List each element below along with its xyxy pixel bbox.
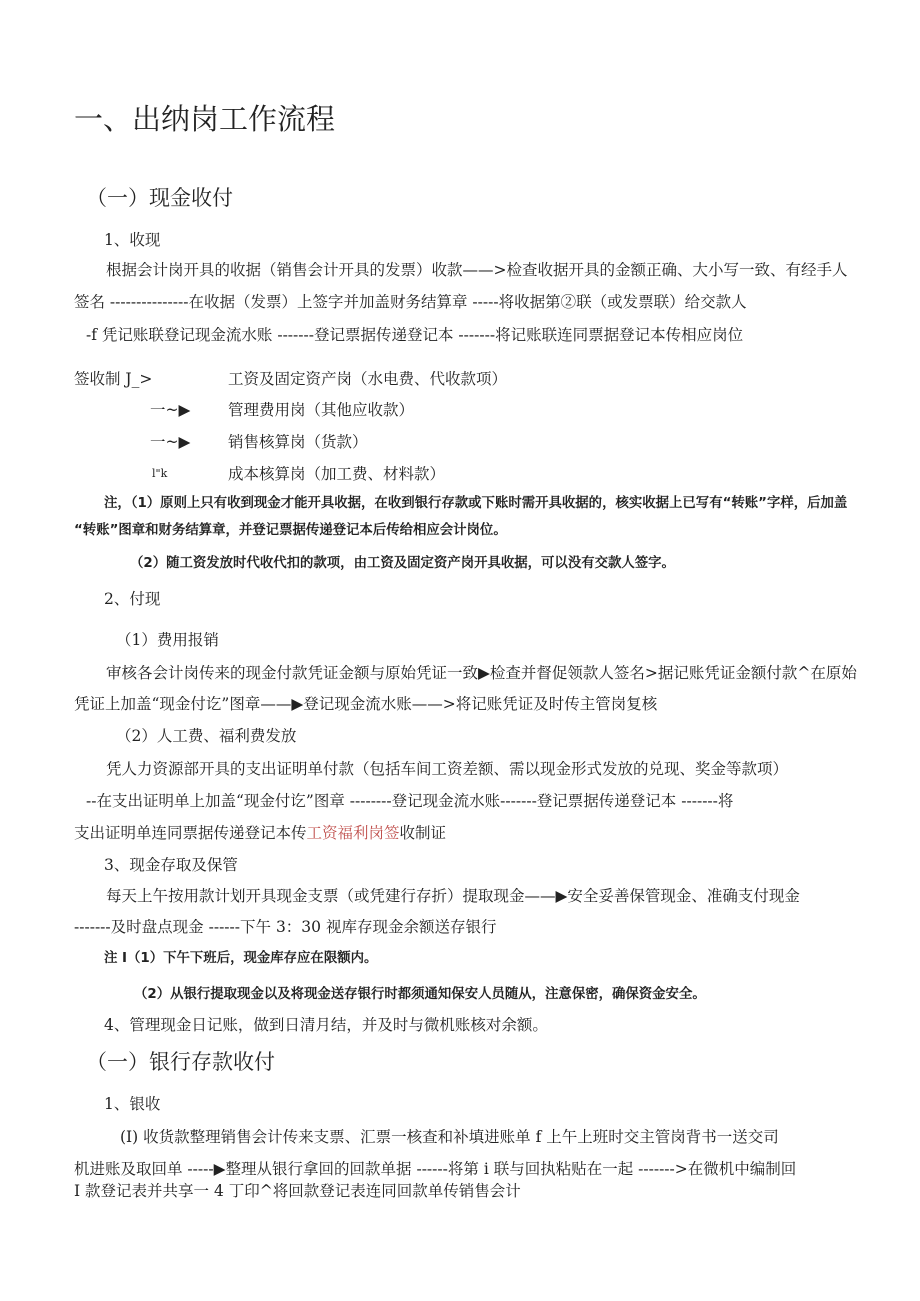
paragraph-line: 机进账及取回单 -----▶整理从银行拿回的回款单据 ------将第 i 联与回执粘贴在一起 ------->在微机中编制回 [74, 1160, 797, 1178]
subheading: （1）费用报销 [116, 631, 219, 649]
note: 注，（1）原则上只有收到现金才能开具收据，在收到银行存款或下账时需开具收据的，核实收据上已写有“转账”字样，后加盖 [104, 496, 848, 511]
heading-cash-storage: 3、现金存取及保管 [104, 856, 238, 874]
note: （2）从银行提取现金以及将现金送存银行时都须通知保安人员随从，注意保密，确保资金安全。 [134, 987, 706, 1002]
page-title: 一、出纳岗工作流程 [74, 102, 336, 136]
paragraph-line: -f 凭记账联登记现金流水账 -------登记票据传递登记本 -------将记账联连同票据登记本传相应岗位 [86, 326, 744, 344]
note: “转账”图章和财务结算章，并登记票据传递登记本后传给相应会计岗位。 [74, 523, 507, 538]
section-heading-bank: （一）银行存款收付 [86, 1050, 275, 1074]
note: 注 I（1）下午下班后，现金库存应在限额内。 [104, 951, 378, 966]
paragraph-line: 凭证上加盖“现金付讫”图章——▶登记现金流水账——>将记账凭证及时传主管岗复核 [74, 695, 658, 713]
section-heading-cash: （一）现金收付 [86, 186, 233, 210]
heading-receive-cash: 1、收现 [104, 231, 161, 249]
flow-target: 管理费用岗（其他应收款） [228, 401, 415, 419]
flow-arrow-icon: 一~▶ [150, 433, 191, 451]
flow-label: 签收制 J_> [74, 370, 153, 388]
flow-target: 成本核算岗（加工费、材料款） [228, 465, 446, 483]
highlighted-text: 工资福利岗签 [306, 824, 400, 842]
text-segment: 支出证明单连同票据传递登记本传 [74, 824, 307, 842]
paragraph-line: --在支出证明单上加盖“现金付讫”图章 --------登记现金流水账-------登记票据传递登记本 -------将 [86, 792, 734, 810]
paragraph-line [74, 823, 446, 843]
flow-target: 工资及固定资产岗（水电费、代收款项） [228, 370, 508, 388]
flow-arrow-icon: l"k [152, 467, 168, 480]
paragraph-line: I 款登记表并共享一 4 丁印^将回款登记表连同回款单传销售会计 [74, 1182, 521, 1200]
subheading: （2）人工费、福利费发放 [116, 727, 297, 745]
paragraph-line: -------及时盘点现金 ------下午 3：30 视库存现金余额送存银行 [74, 918, 497, 936]
paragraph-line: 凭人力资源部开具的支出证明单付款（包括车间工资差额、需以现金形式发放的兑现、奖金等款项） [106, 760, 789, 778]
heading-cash-journal: 4、管理现金日记账，做到日清月结，并及时与微机账核对余额。 [104, 1016, 548, 1034]
note: （2）随工资发放时代收代扣的款项，由工资及固定资产岗开具收据，可以没有交款人签字。 [130, 556, 675, 571]
flow-target: 销售核算岗（货款） [228, 433, 368, 451]
heading-pay-cash: 2、付现 [104, 590, 161, 608]
paragraph-line: 签名 ---------------在收据（发票）上签字并加盖财务结算章 -----将收据第②联（或发票联）给交款人 [74, 293, 747, 311]
text-segment: 收制证 [399, 824, 447, 842]
paragraph-line: 每天上午按用款计划开具现金支票（或凭建行存折）提取现金——▶安全妥善保管现金、准确支付现金 [106, 887, 800, 905]
paragraph-line: 审核各会计岗传来的现金付款凭证金额与原始凭证一致▶检查并督促领款人签名>据记账凭证金额付款^在原始 [106, 664, 857, 682]
flow-arrow-icon: 一~▶ [150, 401, 191, 419]
paragraph-line: (I) 收货款整理销售会计传来支票、汇票一核查和补填进账单 f 上午上班时交主管岗背书一送交司 [120, 1128, 779, 1146]
paragraph-line: 根据会计岗开具的收据（销售会计开具的发票）收款——>检查收据开具的金额正确、大小写一致、有经手人 [106, 261, 848, 279]
heading-bank-receive: 1、银收 [104, 1095, 161, 1113]
